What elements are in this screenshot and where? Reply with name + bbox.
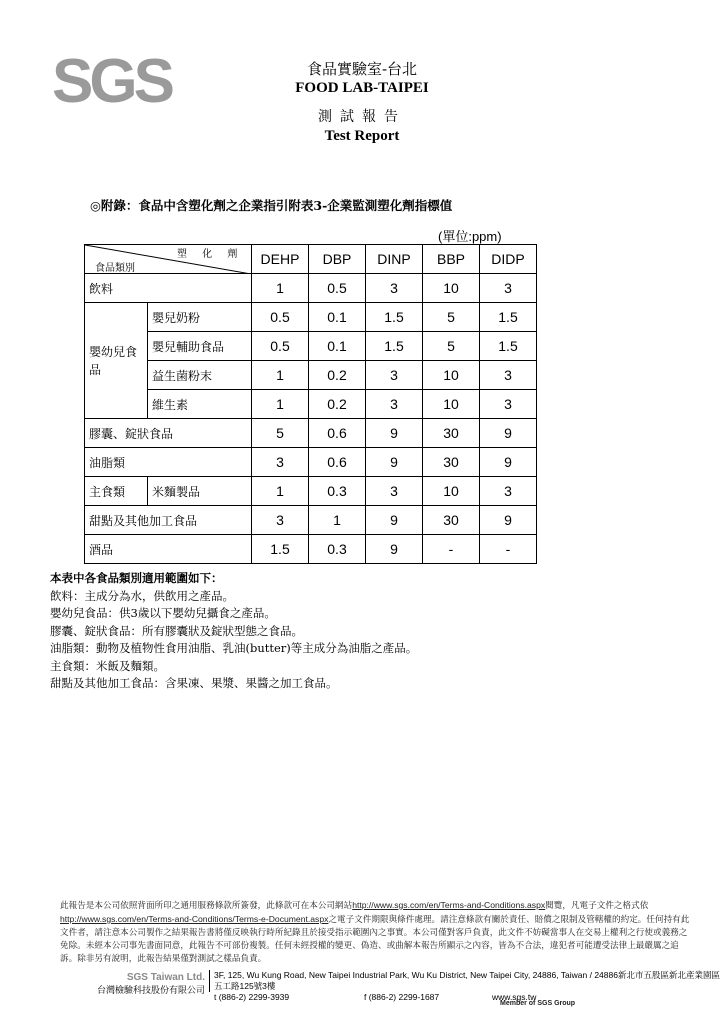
unit-label: (單位:ppm) [438, 229, 502, 244]
value-cell: 1 [252, 274, 309, 303]
category-cell: 酒品 [85, 535, 252, 564]
disclaimer-text: 閱覽，凡電子文件之格式依 [545, 901, 649, 911]
fax: f (886-2) 2299-1687 [364, 992, 440, 1002]
company-block [60, 972, 205, 996]
column-header: DEHP [252, 245, 309, 274]
note-line: 油脂類：動物及植物性食用油脂、乳油(butter)等主成分為油脂之產品。 [50, 641, 418, 655]
value-cell: 30 [423, 419, 480, 448]
company-name-en: SGS Taiwan Ltd. [126, 972, 205, 983]
value-cell: 3 [366, 361, 423, 390]
contact-line [214, 992, 724, 1003]
value-cell: 9 [366, 419, 423, 448]
value-cell: 3 [480, 477, 537, 506]
appendix-title: ◎附錄：食品中含塑化劑之企業指引附表3-企業監測塑化劑指標值 [90, 198, 453, 213]
table-row [85, 361, 537, 390]
table-header-row [85, 245, 537, 274]
value-cell: 0.5 [309, 274, 366, 303]
value-cell: 1 [252, 361, 309, 390]
e-document-terms-link[interactable]: http://www.sgs.com/en/Terms-and-Conditions/Terms-e-Document.aspx [60, 914, 329, 924]
column-header: DIDP [480, 245, 537, 274]
subcategory-cell: 嬰兒奶粉 [148, 303, 252, 332]
subcategory-cell: 米麵製品 [148, 477, 252, 506]
table-row [85, 506, 537, 535]
value-cell: 1.5 [480, 303, 537, 332]
value-cell: 3 [252, 506, 309, 535]
address: 3F, 125, Wu Kung Road, New Taipei Industrial Park, Wu Ku District, New Taipei City, 24886, Taiwan / 24886新北市五股區新北產業園區五工路125號3樓 [214, 970, 720, 991]
table-row [85, 477, 537, 506]
footer-divider [209, 970, 210, 992]
value-cell: 9 [480, 448, 537, 477]
corner-header-cell [85, 245, 252, 274]
note-line: 主食類：米飯及麵類。 [50, 658, 165, 673]
telephone: t (886-2) 2299-3939 [214, 992, 290, 1002]
value-cell: 3 [366, 274, 423, 303]
note-line: 甜點及其他加工食品：含果凍、果漿、果醬之加工食品。 [50, 676, 338, 690]
disclaimer [60, 899, 692, 966]
value-cell: 10 [423, 274, 480, 303]
table-row [85, 390, 537, 419]
value-cell: 0.6 [309, 448, 366, 477]
value-cell: 3 [366, 390, 423, 419]
value-cell: 9 [480, 419, 537, 448]
category-cell: 膠囊、錠狀食品 [85, 419, 252, 448]
report-title-cn: 測試報告 [318, 109, 406, 125]
table-row [85, 448, 537, 477]
note-line: 嬰幼兒食品：供3歲以下嬰幼兒攝食之產品。 [50, 606, 276, 620]
lab-name-en: FOOD LAB-TAIPEI [295, 80, 429, 96]
category-notes [50, 570, 417, 693]
category-cell: 油脂類 [85, 448, 252, 477]
value-cell: - [423, 535, 480, 564]
category-cell: 嬰幼兒食品 [85, 303, 148, 419]
value-cell: 5 [423, 332, 480, 361]
value-cell: 9 [480, 506, 537, 535]
table-row [85, 332, 537, 361]
subcategory-cell: 嬰兒輔助食品 [148, 332, 252, 361]
notes-title: 本表中各食品類別適用範圍如下： [50, 571, 223, 585]
value-cell: 0.5 [252, 332, 309, 361]
value-cell: 3 [480, 390, 537, 419]
corner-top-label: 塑 化 劑 [177, 249, 244, 260]
value-cell: 30 [423, 448, 480, 477]
category-cell: 飲料 [85, 274, 252, 303]
value-cell: 30 [423, 506, 480, 535]
value-cell: 0.1 [309, 303, 366, 332]
value-cell: 3 [366, 477, 423, 506]
table-row [85, 535, 537, 564]
disclaimer-text: 之電子文件期限與條件處理。請注意條款有關於責任、賠償之限制及管轄權的約定。任何持有此文件者，請注意本公司製作之結果報告書將僅反映執行時所紀錄且於接受指示範圍內之事實。本公司僅對客戶負責，此文件不妨礙當事人在交易上權利之行使或義務之免除。未經本公司事先書面同意，此報告不可部份複製。任何未經授權的變更、偽造、或曲解本報告所顯示之內容，皆為不合法，違犯者可能遭受法律上最嚴厲之追訴。除非另有說明，此報告結果僅對測試之樣品負責。 [60, 915, 690, 964]
value-cell: 9 [366, 506, 423, 535]
table-row [85, 274, 537, 303]
column-header: BBP [423, 245, 480, 274]
column-header: DBP [309, 245, 366, 274]
value-cell: 0.2 [309, 390, 366, 419]
value-cell: 0.5 [252, 303, 309, 332]
disclaimer-text: 此報告是本公司依照背面所印之通用服務條款所簽發，此條款可在本公司網站 [60, 901, 353, 911]
value-cell: 1 [309, 506, 366, 535]
terms-link[interactable]: http://www.sgs.com/en/Terms-and-Conditions.aspx [352, 900, 546, 910]
note-line: 飲料：主成分為水，供飲用之產品。 [50, 588, 234, 603]
value-cell: 0.6 [309, 419, 366, 448]
value-cell: 3 [480, 361, 537, 390]
value-cell: 10 [423, 390, 480, 419]
website[interactable]: www.sgs.tw [492, 992, 537, 1002]
value-cell: 0.3 [309, 477, 366, 506]
table-row [85, 303, 537, 332]
subcategory-cell: 益生菌粉末 [148, 361, 252, 390]
value-cell: 9 [366, 448, 423, 477]
report-title-en: Test Report [324, 128, 400, 144]
member-label: Member of SGS Group [500, 1000, 576, 1007]
value-cell: 5 [423, 303, 480, 332]
value-cell: 10 [423, 477, 480, 506]
value-cell: 9 [366, 535, 423, 564]
table-body [85, 245, 537, 564]
value-cell: 1.5 [366, 332, 423, 361]
category-cell: 甜點及其他加工食品 [85, 506, 252, 535]
subcategory-cell: 維生素 [148, 390, 252, 419]
column-header: DINP [366, 245, 423, 274]
value-cell: 0.3 [309, 535, 366, 564]
plasticizer-table [84, 244, 537, 564]
value-cell: 1 [252, 390, 309, 419]
value-cell: 3 [252, 448, 309, 477]
sgs-logo-text: SGS [52, 47, 171, 116]
value-cell: 1 [252, 477, 309, 506]
value-cell: 3 [480, 274, 537, 303]
table-row [85, 419, 537, 448]
value-cell: 0.2 [309, 361, 366, 390]
lab-name-cn: 食品實驗室-台北 [306, 60, 418, 78]
value-cell: 1.5 [366, 303, 423, 332]
corner-bottom-label: 食品類別 [95, 263, 135, 274]
value-cell: 1.5 [252, 535, 309, 564]
company-name-cn: 台灣檢驗科技股份有限公司 [96, 986, 205, 996]
value-cell: 0.1 [309, 332, 366, 361]
note-line: 膠囊、錠狀食品：所有膠囊狀及錠狀型態之食品。 [50, 623, 303, 638]
value-cell: - [480, 535, 537, 564]
value-cell: 1.5 [480, 332, 537, 361]
value-cell: 5 [252, 419, 309, 448]
contact-block [214, 970, 724, 1003]
category-cell: 主食類 [85, 477, 148, 506]
value-cell: 10 [423, 361, 480, 390]
